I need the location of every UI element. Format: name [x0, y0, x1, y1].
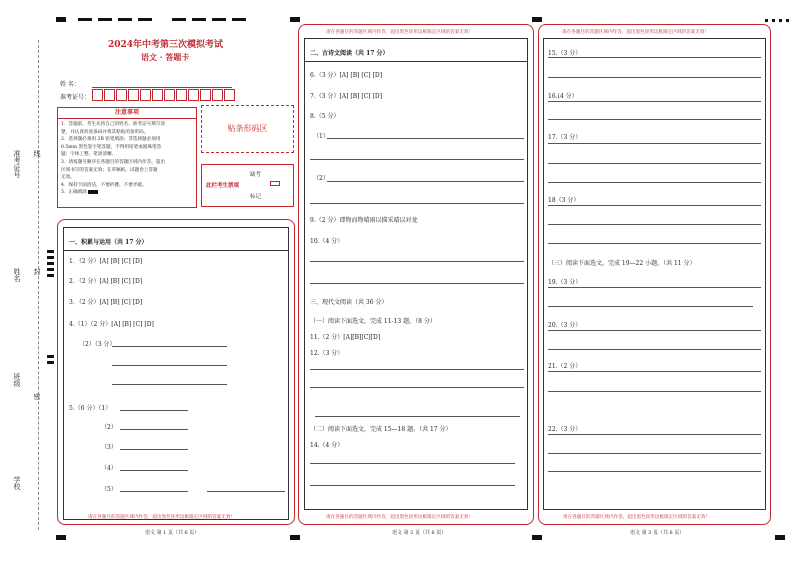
answer-line[interactable]	[310, 387, 524, 388]
page3-footer: 语文 第 3 页（共 6 页）	[630, 530, 685, 536]
timing-mark	[765, 19, 768, 22]
q3[interactable]: 3．（2 分）[A] [B] [C] [D]	[69, 299, 143, 306]
absent-label: 此栏考生禁填	[206, 183, 240, 189]
q2[interactable]: 2．（2 分）[A] [B] [C] [D]	[69, 278, 143, 285]
ticket-cell[interactable]	[92, 89, 103, 101]
ticket-cell[interactable]	[164, 89, 175, 101]
q9: 9.（2 分）即物而物晴雨以描采晴以对龙	[310, 217, 418, 224]
page2-answer-box	[304, 38, 528, 510]
q10: 10.（4 分）	[310, 238, 344, 245]
answer-line[interactable]	[548, 287, 761, 288]
note-line: 题；字体工整、笔迹清晰。	[61, 152, 117, 158]
note-line: 无效。	[61, 175, 75, 181]
ticket-cell[interactable]	[128, 89, 139, 101]
answer-line[interactable]	[120, 429, 188, 430]
answer-line[interactable]	[548, 471, 761, 472]
note-line: 0.5mm 黑色签字笔答题，不得用铅笔或圆珠笔答	[61, 144, 162, 150]
q18: 18（3 分）	[548, 197, 580, 204]
answer-line[interactable]	[120, 410, 188, 411]
timing-mark	[290, 535, 300, 540]
ticket-cell[interactable]	[224, 89, 235, 101]
answer-line[interactable]	[548, 330, 761, 331]
timing-mark	[232, 18, 246, 21]
answer-line[interactable]	[548, 453, 761, 454]
timing-mark	[47, 256, 54, 259]
page1-answer-box	[63, 227, 289, 520]
section2-title: 二、古诗文阅读（共 17 分）	[310, 50, 389, 57]
answer-line[interactable]	[548, 57, 761, 58]
answer-line[interactable]	[310, 369, 524, 370]
name-field[interactable]	[92, 87, 232, 88]
answer-line[interactable]	[310, 463, 515, 464]
answer-line[interactable]	[120, 491, 188, 492]
q5-2: （2）	[101, 424, 117, 431]
absent-box	[201, 164, 294, 207]
timing-mark	[78, 18, 92, 21]
q15: 15.（3 分）	[548, 50, 582, 57]
answer-line[interactable]	[112, 346, 227, 347]
timing-mark	[47, 262, 54, 265]
ticket-cell[interactable]	[212, 89, 223, 101]
q12: 12.（3 分）	[310, 350, 344, 357]
q17: 17.（3 分）	[548, 134, 582, 141]
q4-2: （2）（3 分）	[79, 341, 116, 348]
page2-warning-top: 请在各题目的答题区域内作答，超出黑色矩形边框限定区域的答案无效！	[326, 30, 474, 35]
line-char: 线	[33, 150, 41, 157]
answer-line[interactable]	[112, 365, 227, 366]
page2-warning-bottom: 请在各题目的答题区域内作答，超出黑色矩形边框限定区域的答案无效！	[326, 515, 474, 520]
q8-1: （1）	[313, 133, 329, 140]
answer-line[interactable]	[548, 434, 761, 435]
answer-line[interactable]	[315, 416, 520, 417]
timing-mark	[47, 268, 54, 271]
answer-line[interactable]	[310, 485, 515, 486]
answer-line[interactable]	[548, 243, 761, 244]
answer-line[interactable]	[548, 163, 761, 164]
ticket-cell[interactable]	[188, 89, 199, 101]
section1-title: 一、积累与运用（共 17 分）	[69, 239, 148, 246]
fill-example-label: 5．正确填涂	[61, 190, 87, 196]
barcode-label: 贴条形码区	[227, 124, 268, 133]
note-line: 1．答题前，考生先将自己的姓名、准考证号填写清	[61, 122, 165, 127]
name-side-label: 姓名	[13, 268, 21, 282]
note-line: 2．选择题必须用 2B 铅笔填涂；非选择题必须用	[61, 137, 161, 143]
answer-line[interactable]	[120, 470, 188, 471]
notes-box	[57, 107, 197, 208]
q20: 20.（3 分）	[548, 322, 582, 329]
note-line: 3．请按题号顺序在各题目的答题区域内作答，超出	[61, 159, 165, 165]
timing-mark	[192, 18, 206, 21]
answer-line[interactable]	[548, 224, 761, 225]
answer-line[interactable]	[548, 119, 761, 120]
answer-line[interactable]	[548, 371, 761, 372]
q21: 21.（2 分）	[548, 363, 582, 370]
timing-mark	[47, 361, 54, 364]
q7[interactable]: 7.（3 分）[A] [B] [C] [D]	[310, 93, 383, 100]
section-divider	[64, 250, 288, 251]
timing-mark	[56, 535, 66, 540]
timing-mark	[138, 18, 152, 21]
answer-line[interactable]	[548, 101, 761, 102]
answer-line[interactable]	[548, 143, 761, 144]
answer-line[interactable]	[548, 182, 761, 183]
page3-answer-box	[543, 38, 766, 510]
class-side-label: 班级	[13, 373, 21, 387]
timing-mark	[172, 18, 186, 21]
ticket-cell[interactable]	[104, 89, 115, 101]
q22: 22.（3 分）	[548, 426, 582, 433]
answer-line[interactable]	[310, 159, 524, 160]
notes-list	[61, 121, 165, 197]
seal-char: 封	[33, 268, 41, 275]
q8: 8.（5 分）	[310, 113, 340, 120]
barcode-area	[201, 105, 294, 153]
answer-line[interactable]	[548, 306, 753, 307]
section3-title: 三、现代文阅读（共 36 分）	[310, 299, 388, 306]
q1[interactable]: 1．（2 分）[A] [B] [C] [D]	[69, 258, 143, 265]
answer-line[interactable]	[310, 283, 524, 284]
timing-mark	[786, 19, 789, 22]
notes-title: 注意事项	[58, 108, 196, 119]
note-line: 楚，并认真检查条码并将其粘贴的条形码。	[61, 129, 149, 135]
answer-line[interactable]	[310, 203, 524, 204]
ticket-label: 准考证号：	[60, 94, 91, 101]
timing-mark	[212, 18, 226, 21]
q8-2: （2）	[313, 175, 329, 182]
q14: 14.（4 分）	[310, 442, 344, 449]
ticket-cell[interactable]	[140, 89, 151, 101]
q5-4: （4）	[101, 465, 117, 472]
timing-mark	[772, 19, 775, 22]
q6[interactable]: 6.（3 分）[A] [B] [C] [D]	[310, 72, 383, 79]
school-side-label: 学校	[13, 476, 21, 490]
answer-line[interactable]	[310, 261, 524, 262]
page3-warning-bottom: 请在各题目的答题区域内作答，超出黑色矩形边框限定区域的答案无效！	[563, 515, 711, 520]
ticket-cell[interactable]	[200, 89, 211, 101]
q16: 16.(4 分）	[548, 93, 578, 100]
ticket-cell[interactable]	[116, 89, 127, 101]
answer-line[interactable]	[548, 205, 761, 206]
absent-mark-2: 标记	[250, 194, 262, 200]
timing-mark	[775, 535, 785, 540]
answer-line[interactable]	[120, 449, 188, 450]
note-line: 区域书写的答案无效；在草稿纸、试题卷上答题	[61, 167, 158, 173]
q5-5: （5）	[101, 486, 117, 493]
answer-line[interactable]	[548, 349, 761, 350]
timing-mark	[532, 535, 542, 540]
exam-title: 2024年中考第三次模拟考试	[108, 40, 224, 50]
ticket-side-label: 准考证号	[13, 150, 21, 178]
answer-line[interactable]	[207, 491, 285, 492]
timing-mark	[56, 17, 66, 22]
binding-line	[38, 40, 39, 530]
page1-footer: 语文 第 1 页（共 6 页）	[145, 530, 200, 536]
timing-mark	[98, 18, 112, 21]
q11[interactable]: 11.（2 分）[A][B][C][D]	[310, 334, 381, 341]
q4-1[interactable]: 4.（1）（2 分）[A] [B] [C] [D]	[69, 321, 154, 328]
secret-char: 密	[33, 393, 41, 400]
answer-line[interactable]	[112, 384, 227, 385]
answer-line[interactable]	[327, 181, 524, 182]
sub3-title: （三）阅读下面选文，完成 19—22 小题。（共 11 分）	[548, 260, 696, 267]
sub1-title: （一）阅读下面选文，完成 11-13 题。（8 分）	[310, 318, 436, 325]
note-line: 4．保持卡面清洁，不要折叠、不要弄破。	[61, 182, 147, 188]
page3-warning-top: 请在各题目的答题区域内作答，超出黑色矩形边框限定区域的答案无效！	[562, 30, 710, 35]
timing-mark	[290, 17, 300, 22]
answer-line[interactable]	[548, 391, 761, 392]
timing-mark	[47, 274, 54, 277]
name-label: 姓 名：	[60, 81, 80, 88]
page2-footer: 语文 第 2 页（共 6 页）	[392, 530, 447, 536]
page1-warning: 请在各题目的答题区域内作答，超出黑色矩形边框限定区域的答案无效！	[88, 515, 236, 520]
timing-mark	[47, 355, 54, 358]
timing-mark	[532, 17, 542, 22]
answer-line[interactable]	[548, 77, 761, 78]
timing-mark	[118, 18, 132, 21]
timing-mark	[779, 19, 782, 22]
ticket-cell[interactable]	[176, 89, 187, 101]
answer-line[interactable]	[327, 138, 524, 139]
absent-checkbox[interactable]	[270, 181, 280, 186]
exam-subtitle: 语文 · 答题卡	[141, 52, 190, 62]
q5-3: （3）	[101, 444, 117, 451]
q5-1: 5.（6 分）（1）	[69, 405, 112, 412]
sub2-title: （二）阅读下面选文，完成 15—18 题。（共 17 分）	[310, 426, 452, 433]
absent-mark-1: 缺考	[250, 172, 262, 178]
filled-bubble-icon	[88, 190, 98, 194]
q19: 19.（3 分）	[548, 279, 582, 286]
timing-mark	[47, 250, 54, 253]
ticket-cell[interactable]	[152, 89, 163, 101]
section-divider	[305, 61, 527, 62]
